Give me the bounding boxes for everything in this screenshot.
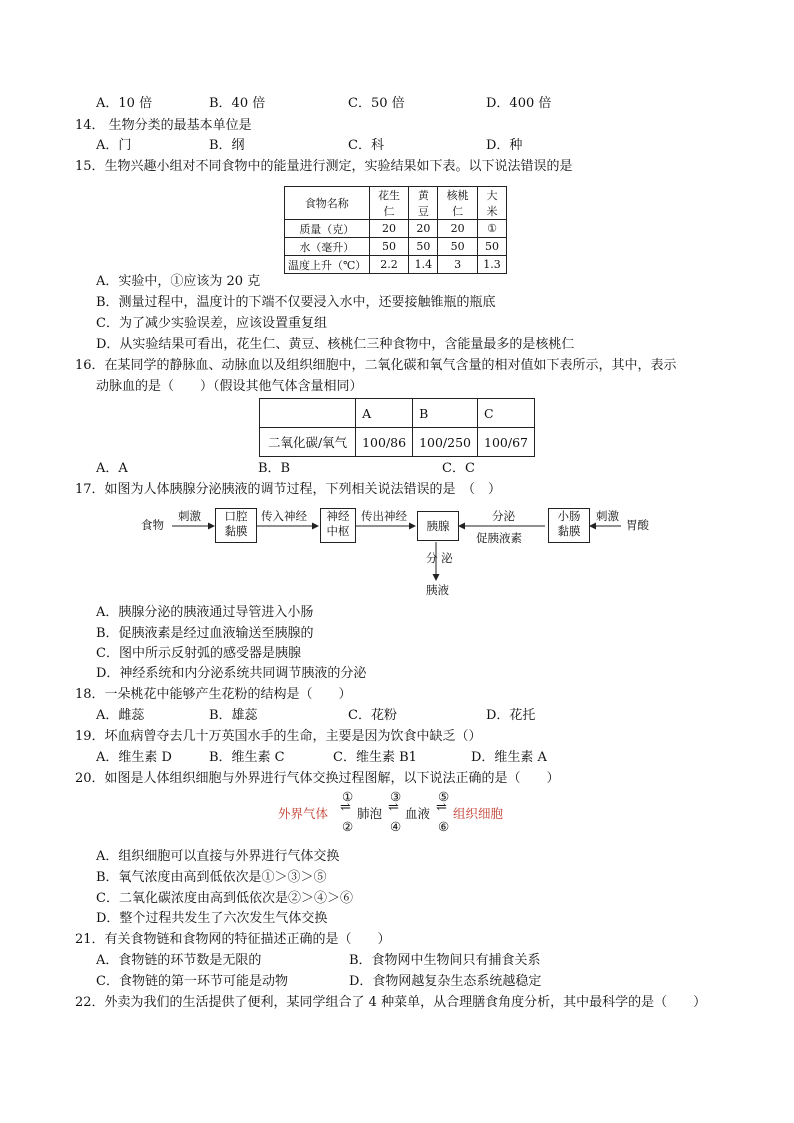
small-intestine-mucosa-box [548,508,590,543]
option-b: B．测量过程中，温度计的下端不仅要浸入水中，还要接触锥瓶的瓶底 [96,295,496,310]
step-3-label: ③ [390,789,402,804]
option-a: A．10 倍 [96,96,153,111]
table-cell: C [478,399,535,428]
option-b: B．维生素 C [209,750,285,765]
table-cell: 20 [438,220,478,238]
oral-mucosa-box [215,508,257,543]
question-19-stem: 19．坏血病曾夺去几十万英国水手的生命，主要是因为饮食中缺乏（） [75,729,482,744]
question-17-stem: 17．如图为人体胰腺分泌胰液的调节过程，下列相关说法错误的是 （ ） [75,482,502,497]
tissue-cells-label: 组织细胞 [453,806,504,821]
gas-ratio-table [259,398,535,457]
option-b: B．B [258,461,291,476]
blood-label: 血液 [405,806,431,821]
step-1-label: ① [342,789,354,804]
question-21-stem: 21．有关食物链和食物网的特征描述正确的是（ ） [75,932,391,947]
box-line: 黏膜 [557,524,581,538]
option-b: B．促胰液素是经过血液输送至胰腺的 [96,626,314,641]
box-line: 黏膜 [224,524,248,538]
table-cell: 3 [438,256,478,274]
box-line: 小肠 [557,509,581,523]
food-label: 食物 [141,518,164,532]
stomach-acid-label: 胃酸 [626,518,649,532]
option-a: A．实验中，①应该为 20 克 [96,274,261,289]
double-arrow-icon: ⇌ [436,800,447,815]
nerve-center-box [320,508,356,543]
stimulus-label: 刺激 [178,509,201,523]
alveoli-label: 肺泡 [357,806,383,821]
box-line: 中枢 [326,524,350,538]
table-cell: 1.3 [478,256,507,274]
option-a: A．组织细胞可以直接与外界进行气体交换 [96,849,340,864]
option-c: C．为了减少实验误差，应该设置重复组 [96,316,327,331]
table-cell: 50 [369,238,409,256]
option-b: B．氧气浓度由高到低依次是①＞③＞⑤ [96,870,327,885]
option-b: B．雄蕊 [209,708,258,723]
box-line: 口腔 [224,509,248,523]
option-a: A．A [96,461,128,476]
table-cell: 质量（克） [285,220,370,238]
secretin-label: 促胰液素 [476,531,522,545]
table-cell: 水（毫升） [285,238,370,256]
question-14-stem: 14． 生物分类的最基本单位是 [75,118,252,133]
option-a: A．食物链的环节数是无限的 [96,953,262,968]
question-16-stem: 16．在某同学的静脉血、动脉血以及组织细胞中，二氧化碳和氧气含量的相对值如下表所示，其中，表示 [75,358,677,373]
table-cell: 核桃仁 [438,187,478,220]
option-c: C．二氧化碳浓度由高到低依次是②＞④＞⑥ [96,891,353,906]
table-cell: 50 [409,238,438,256]
table-row [285,256,507,274]
option-c: C．维生素 B1 [333,750,417,765]
option-a: A．维生素 D [96,750,172,765]
step-4-label: ④ [390,819,402,834]
table-cell: 二氧化碳/氧气 [260,428,356,457]
table-header-row [260,399,535,428]
option-d: D．维生素 A [471,750,547,765]
option-c: C．50 倍 [348,96,405,111]
table-header-row [285,187,507,220]
secrete-label: 分泌 [492,509,515,523]
table-cell: 黄豆 [409,187,438,220]
table-row [260,428,535,457]
option-d: D．400 倍 [486,96,552,111]
secrete-down-label: 分 泌 [426,551,453,565]
option-d: D．神经系统和内分泌系统共同调节胰液的分泌 [96,666,367,681]
table-cell: 50 [438,238,478,256]
efferent-nerve-label: 传出神经 [361,509,407,523]
step-2-label: ② [342,819,354,834]
step-6-label: ⑥ [438,819,450,834]
table-cell: 1.4 [409,256,438,274]
option-d: D．种 [486,138,523,153]
table-cell: 50 [478,238,507,256]
box-line: 神经 [326,509,350,523]
table-cell: 20 [369,220,409,238]
table-row [285,220,507,238]
pancreas-box: 胰腺 [417,511,459,541]
table-cell: 100/86 [356,428,413,457]
table-cell [260,399,356,428]
table-cell: 20 [409,220,438,238]
question-20-stem: 20．如图是人体组织细胞与外界进行气体交换过程图解，以下说法正确的是（ ） [75,771,560,786]
option-b: B．食物网中生物间只有捕食关系 [349,953,541,968]
option-b: B．纲 [209,138,245,153]
question-22-stem: 22．外卖为我们的生活提供了便利，某同学组合了 4 种菜单，从合理膳食角度分析，其中最科学的是（ ） [75,995,707,1010]
option-d: D．从实验结果可看出，花生仁、黄豆、核桃仁三种食物中，含能量最多的是核桃仁 [96,337,575,352]
option-c: C．花粉 [348,708,397,723]
option-b: B．40 倍 [209,96,266,111]
table-cell: 花生仁 [369,187,409,220]
question-15-stem: 15．生物兴趣小组对不同食物中的能量进行测定，实验结果如下表。以下说法错误的是 [75,159,573,174]
option-c: C．食物链的第一环节可能是动物 [96,974,288,989]
option-d: D．食物网越复杂生态系统越稳定 [349,974,542,989]
double-arrow-icon: ⇌ [388,800,399,815]
option-a: A．胰腺分泌的胰液通过导管进入小肠 [96,605,314,620]
table-cell: 食物名称 [285,187,370,220]
outer-air-label: 外界气体 [278,806,329,821]
gas-exchange-diagram [278,788,518,836]
stimulus-label: 刺激 [596,509,619,523]
pancreas-regulation-diagram [140,504,660,604]
afferent-nerve-label: 传入神经 [261,509,307,523]
table-cell: 2.2 [369,256,409,274]
food-energy-table [284,186,507,274]
question-16-stem-cont: 动脉血的是（ ）（假设其他气体含量相同） [96,379,363,394]
option-c: C．科 [348,138,384,153]
table-cell: B [413,399,478,428]
table-cell: 温度上升（℃） [285,256,370,274]
option-c: C．C [442,461,475,476]
table-cell: 100/250 [413,428,478,457]
pancreatic-juice-label: 胰液 [426,583,449,597]
table-cell: A [356,399,413,428]
double-arrow-icon: ⇌ [340,800,351,815]
table-cell: 100/67 [478,428,535,457]
table-cell: 大米 [478,187,507,220]
table-cell: ① [478,220,507,238]
option-c: C．图中所示反射弧的感受器是胰腺 [96,646,301,661]
step-5-label: ⑤ [438,789,450,804]
option-a: A．门 [96,138,132,153]
option-d: D．整个过程共发生了六次发生气体交换 [96,911,328,926]
option-d: D．花托 [486,708,536,723]
question-18-stem: 18．一朵桃花中能够产生花粉的结构是（ ） [75,687,352,702]
option-a: A．雌蕊 [96,708,145,723]
table-row [285,238,507,256]
